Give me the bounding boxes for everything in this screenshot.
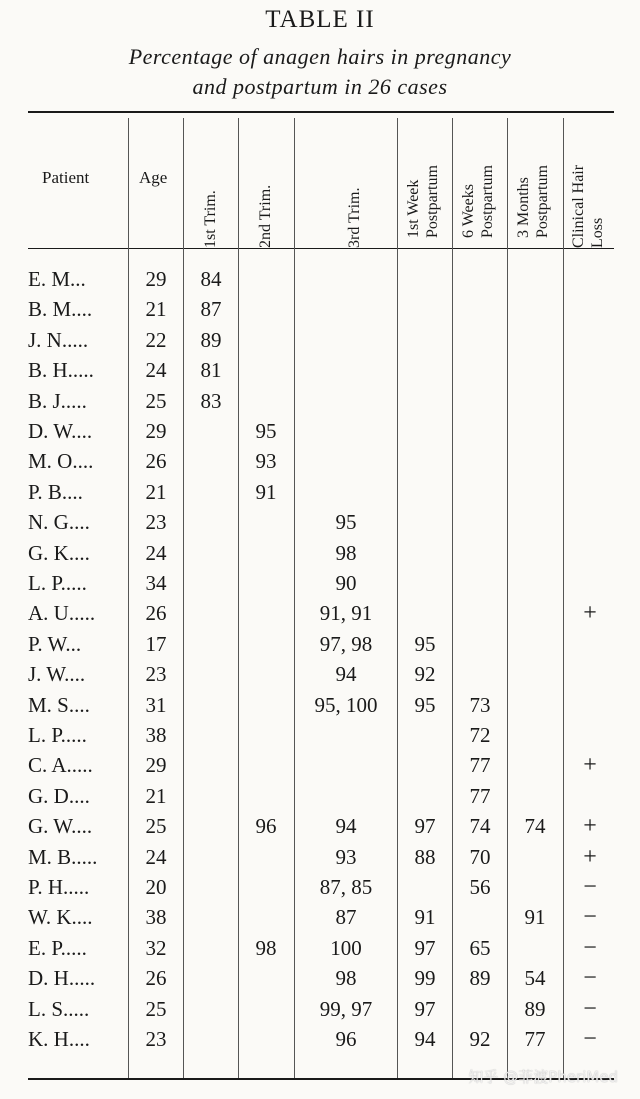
- header-2nd-trim: 2nd Trim.: [257, 184, 274, 248]
- cell-w1: [399, 478, 451, 506]
- cell-t2: [240, 782, 292, 810]
- cell-w6: 70: [469, 844, 491, 869]
- cell-t2: 93: [255, 449, 277, 474]
- cell-patient: B. M....: [28, 297, 93, 322]
- cell-w1: [399, 447, 451, 475]
- cell-t2: [240, 964, 292, 992]
- cell-t3: [296, 751, 396, 779]
- header-patient: Patient: [42, 168, 90, 187]
- cell-w1: 97: [414, 996, 436, 1021]
- cell-w1: [399, 873, 451, 901]
- watermark: 知乎 @菲渡PheriMed: [468, 1068, 618, 1086]
- cell-patient: P. H.....: [28, 875, 90, 899]
- cell-t3: 91, 91: [319, 601, 373, 626]
- cell-patient: B. H.....: [28, 358, 94, 383]
- cell-t1: [185, 691, 237, 719]
- cell-t3: 98: [335, 540, 357, 565]
- header-age: Age: [139, 168, 168, 187]
- cell-loss: [565, 691, 615, 719]
- cell-m3: [509, 782, 561, 810]
- cell-t2: [240, 903, 292, 931]
- cell-m3: 77: [524, 1027, 546, 1051]
- cell-loss: [565, 265, 615, 293]
- cell-w6: 74: [469, 814, 491, 839]
- cell-t3: 95: [335, 510, 357, 535]
- cell-patient: M. O....: [28, 449, 94, 474]
- table-subtitle-line1: Percentage of anagen hairs in pregnancy: [128, 44, 512, 69]
- cell-age: 32: [145, 935, 167, 960]
- header-hair-loss-a: Clinical Hair: [570, 164, 587, 248]
- cell-t1: [185, 660, 237, 688]
- cell-t3: [296, 721, 396, 749]
- header-3rd-trim: 3rd Trim.: [346, 187, 363, 248]
- cell-t3: [296, 447, 396, 475]
- cell-age: 26: [145, 449, 167, 474]
- cell-t2: [240, 326, 292, 354]
- cell-w1: 92: [414, 662, 436, 687]
- cell-t2: [240, 356, 292, 384]
- cell-w1: [399, 751, 451, 779]
- cell-t1: [185, 539, 237, 567]
- header-1st-week-b: Postpartum: [424, 165, 441, 238]
- cell-w6: 72: [469, 723, 491, 747]
- cell-t1: [185, 873, 237, 901]
- cell-w6: 56: [469, 875, 491, 899]
- col-divider: [563, 118, 564, 1078]
- cell-t2: 91: [255, 479, 277, 504]
- cell-loss: [565, 660, 615, 688]
- cell-w6: [454, 569, 506, 597]
- cell-w6: 65: [469, 935, 491, 960]
- cell-t1: [185, 1025, 237, 1053]
- cell-w6: [454, 417, 506, 445]
- cell-m3: [509, 691, 561, 719]
- cell-loss: +: [583, 813, 597, 840]
- cell-patient: G. K....: [28, 540, 90, 565]
- cell-t1: [185, 751, 237, 779]
- cell-w6: [454, 539, 506, 567]
- cell-age: 29: [145, 267, 167, 291]
- cell-w6: [454, 903, 506, 931]
- cell-t1: [185, 903, 237, 931]
- cell-age: 31: [145, 692, 167, 717]
- cell-loss: [565, 387, 615, 415]
- cell-loss: −: [583, 934, 597, 961]
- cell-w1: 95: [414, 692, 436, 717]
- table-title: TABLE II: [265, 6, 375, 33]
- cell-t1: 81: [200, 358, 222, 383]
- header-1st-trim: 1st Trim.: [202, 190, 219, 248]
- cell-w6: [454, 478, 506, 506]
- cell-m3: [509, 660, 561, 688]
- cell-m3: [509, 326, 561, 354]
- cell-w6: [454, 660, 506, 688]
- cell-w6: 77: [469, 783, 491, 808]
- cell-w1: 91: [414, 905, 436, 930]
- cell-t1: [185, 721, 237, 749]
- cell-m3: [509, 751, 561, 779]
- cell-patient: J. W....: [28, 662, 86, 687]
- cell-t1: [185, 782, 237, 810]
- cell-loss: −: [583, 965, 597, 992]
- cell-patient: A. U.....: [28, 601, 96, 626]
- cell-loss: [565, 447, 615, 475]
- header-1st-week-a: 1st Week: [405, 179, 422, 238]
- cell-loss: [565, 326, 615, 354]
- cell-patient: C. A.....: [28, 753, 93, 778]
- cell-t1: [185, 599, 237, 627]
- cell-patient: G. D....: [28, 783, 90, 808]
- cell-t3: [296, 782, 396, 810]
- cell-age: 29: [145, 419, 167, 443]
- cell-t1: [185, 569, 237, 597]
- cell-t2: [240, 265, 292, 293]
- cell-t3: 99, 97: [319, 996, 373, 1021]
- cell-w1: 97: [414, 935, 436, 960]
- cell-w1: [399, 417, 451, 445]
- cell-t2: [240, 751, 292, 779]
- cell-t2: [240, 630, 292, 658]
- cell-w1: [399, 782, 451, 810]
- cell-t3: 94: [335, 814, 357, 839]
- col-divider: [238, 118, 239, 1078]
- cell-loss: −: [583, 904, 597, 931]
- cell-t3: 96: [335, 1027, 357, 1051]
- cell-loss: +: [583, 843, 597, 870]
- cell-m3: [509, 934, 561, 962]
- cell-t3: [296, 356, 396, 384]
- cell-m3: [509, 356, 561, 384]
- cell-t3: 95, 100: [314, 692, 378, 717]
- cell-w6: [454, 326, 506, 354]
- cell-w1: [399, 508, 451, 536]
- cell-age: 21: [145, 783, 167, 808]
- cell-w1: [399, 539, 451, 567]
- header-6-weeks-b: Postpartum: [479, 165, 496, 238]
- cell-w1: 99: [414, 966, 436, 991]
- table-subtitle-line2: and postpartum in 26 cases: [192, 74, 448, 99]
- cell-m3: 89: [524, 996, 546, 1021]
- cell-t2: [240, 508, 292, 536]
- cell-t1: [185, 630, 237, 658]
- top-rule: [28, 111, 614, 113]
- cell-m3: [509, 478, 561, 506]
- cell-t3: [296, 295, 396, 323]
- cell-age: 38: [145, 905, 167, 930]
- cell-m3: [509, 843, 561, 871]
- cell-age: 20: [145, 875, 167, 899]
- cell-t2: [240, 843, 292, 871]
- cell-age: 38: [145, 723, 167, 747]
- cell-loss: [565, 508, 615, 536]
- cell-loss: [565, 569, 615, 597]
- cell-t2: 95: [255, 419, 277, 443]
- cell-m3: [509, 599, 561, 627]
- cell-w6: [454, 508, 506, 536]
- cell-w1: 94: [414, 1027, 436, 1051]
- cell-m3: [509, 630, 561, 658]
- cell-t2: 96: [255, 814, 277, 839]
- cell-w6: [454, 630, 506, 658]
- cell-age: 17: [145, 631, 167, 656]
- cell-patient: W. K....: [28, 905, 93, 930]
- cell-m3: [509, 569, 561, 597]
- cell-m3: [509, 447, 561, 475]
- cell-t2: [240, 539, 292, 567]
- cell-patient: B. J.....: [28, 388, 87, 413]
- cell-patient: L. P.....: [28, 723, 87, 747]
- cell-t3: 94: [335, 662, 357, 687]
- cell-t2: [240, 873, 292, 901]
- cell-m3: 54: [524, 966, 546, 991]
- cell-t1: [185, 934, 237, 962]
- cell-age: 24: [145, 844, 167, 869]
- cell-t3: [296, 326, 396, 354]
- cell-w1: [399, 599, 451, 627]
- cell-t1: [185, 447, 237, 475]
- cell-m3: 74: [524, 814, 546, 839]
- cell-t1: [185, 964, 237, 992]
- col-divider: [507, 118, 508, 1078]
- cell-patient: L. S.....: [28, 996, 90, 1021]
- cell-m3: [509, 721, 561, 749]
- cell-t2: [240, 569, 292, 597]
- cell-t3: 93: [335, 844, 357, 869]
- cell-w1: [399, 265, 451, 293]
- cell-loss: [565, 356, 615, 384]
- cell-loss: [565, 539, 615, 567]
- cell-t1: [185, 478, 237, 506]
- cell-age: 25: [145, 388, 167, 413]
- cell-loss: +: [583, 600, 597, 627]
- cell-loss: [565, 782, 615, 810]
- cell-loss: [565, 478, 615, 506]
- cell-age: 25: [145, 814, 167, 839]
- cell-loss: [565, 630, 615, 658]
- cell-patient: M. S....: [28, 692, 90, 717]
- cell-t1: 83: [200, 388, 222, 413]
- cell-patient: P. W...: [28, 631, 82, 656]
- cell-loss: −: [583, 995, 597, 1022]
- cell-t1: [185, 843, 237, 871]
- cell-loss: [565, 721, 615, 749]
- cell-w1: [399, 295, 451, 323]
- cell-patient: N. G....: [28, 510, 90, 535]
- cell-w6: 89: [469, 966, 491, 991]
- cell-t3: 97, 98: [319, 631, 373, 656]
- cell-t3: 87, 85: [319, 875, 373, 899]
- cell-t3: [296, 265, 396, 293]
- cell-w1: [399, 569, 451, 597]
- col-divider: [294, 118, 295, 1078]
- cell-t2: [240, 721, 292, 749]
- cell-w6: [454, 356, 506, 384]
- cell-loss: −: [583, 1026, 597, 1052]
- cell-w1: 95: [414, 631, 436, 656]
- cell-t1: [185, 508, 237, 536]
- cell-loss: −: [583, 874, 597, 900]
- cell-t3: [296, 387, 396, 415]
- cell-m3: [509, 417, 561, 445]
- cell-w6: 77: [469, 753, 491, 778]
- cell-patient: G. W....: [28, 814, 93, 839]
- cell-t3: 98: [335, 966, 357, 991]
- cell-loss: +: [583, 752, 597, 779]
- cell-t2: [240, 1025, 292, 1053]
- cell-w1: 88: [414, 844, 436, 869]
- cell-patient: M. B.....: [28, 844, 98, 869]
- cell-patient: E. P.....: [28, 935, 87, 960]
- cell-t3: 90: [335, 571, 357, 595]
- cell-m3: [509, 265, 561, 293]
- cell-t1: 89: [200, 327, 222, 352]
- cell-patient: D. W....: [28, 419, 93, 443]
- cell-patient: P. B....: [28, 479, 83, 504]
- cell-t2: [240, 599, 292, 627]
- cell-w6: [454, 447, 506, 475]
- header-3-months-b: Postpartum: [534, 165, 551, 238]
- cell-w6: 73: [469, 692, 491, 717]
- cell-age: 21: [145, 297, 167, 322]
- cell-m3: [509, 295, 561, 323]
- cell-t3: [296, 478, 396, 506]
- header-6-weeks-a: 6 Weeks: [460, 184, 477, 238]
- cell-m3: [509, 387, 561, 415]
- cell-t1: 84: [200, 267, 222, 291]
- cell-age: 26: [145, 601, 167, 626]
- cell-t2: [240, 387, 292, 415]
- cell-w6: [454, 599, 506, 627]
- cell-t1: [185, 417, 237, 445]
- cell-t2: [240, 295, 292, 323]
- cell-t3: 87: [335, 905, 357, 930]
- cell-t1: [185, 995, 237, 1023]
- cell-w1: [399, 326, 451, 354]
- cell-w1: [399, 356, 451, 384]
- cell-patient: E. M...: [28, 267, 86, 291]
- cell-m3: [509, 508, 561, 536]
- col-divider: [397, 118, 398, 1078]
- cell-age: 21: [145, 479, 167, 504]
- cell-t2: 98: [255, 935, 277, 960]
- cell-age: 23: [145, 510, 167, 535]
- cell-w6: 92: [469, 1027, 491, 1051]
- cell-patient: J. N.....: [28, 327, 89, 352]
- header-3-months-a: 3 Months: [515, 177, 532, 238]
- cell-w6: [454, 265, 506, 293]
- cell-m3: 91: [524, 905, 546, 930]
- cell-w1: 97: [414, 814, 436, 839]
- cell-t3: 100: [330, 935, 362, 960]
- cell-m3: [509, 539, 561, 567]
- cell-w6: [454, 387, 506, 415]
- cell-patient: D. H.....: [28, 966, 96, 991]
- cell-t2: [240, 660, 292, 688]
- cell-w1: [399, 387, 451, 415]
- cell-age: 25: [145, 996, 167, 1021]
- cell-patient: L. P.....: [28, 571, 87, 595]
- cell-age: 24: [145, 540, 167, 565]
- cell-loss: [565, 417, 615, 445]
- cell-loss: [565, 295, 615, 323]
- cell-m3: [509, 873, 561, 901]
- cell-t1: 87: [200, 297, 222, 322]
- cell-age: 22: [145, 327, 167, 352]
- cell-t1: [185, 812, 237, 840]
- col-divider: [128, 118, 129, 1078]
- cell-t2: [240, 995, 292, 1023]
- cell-w6: [454, 995, 506, 1023]
- cell-w6: [454, 295, 506, 323]
- cell-age: 34: [145, 571, 167, 595]
- header-hair-loss-b: Loss: [589, 217, 606, 248]
- cell-age: 26: [145, 966, 167, 991]
- cell-age: 24: [145, 358, 167, 383]
- header-rule: [28, 248, 614, 249]
- cell-t3: [296, 417, 396, 445]
- col-divider: [183, 118, 184, 1078]
- cell-patient: K. H....: [28, 1027, 90, 1051]
- cell-w1: [399, 721, 451, 749]
- col-divider: [452, 118, 453, 1078]
- cell-age: 29: [145, 753, 167, 778]
- cell-t2: [240, 691, 292, 719]
- cell-age: 23: [145, 662, 167, 687]
- cell-age: 23: [145, 1027, 167, 1051]
